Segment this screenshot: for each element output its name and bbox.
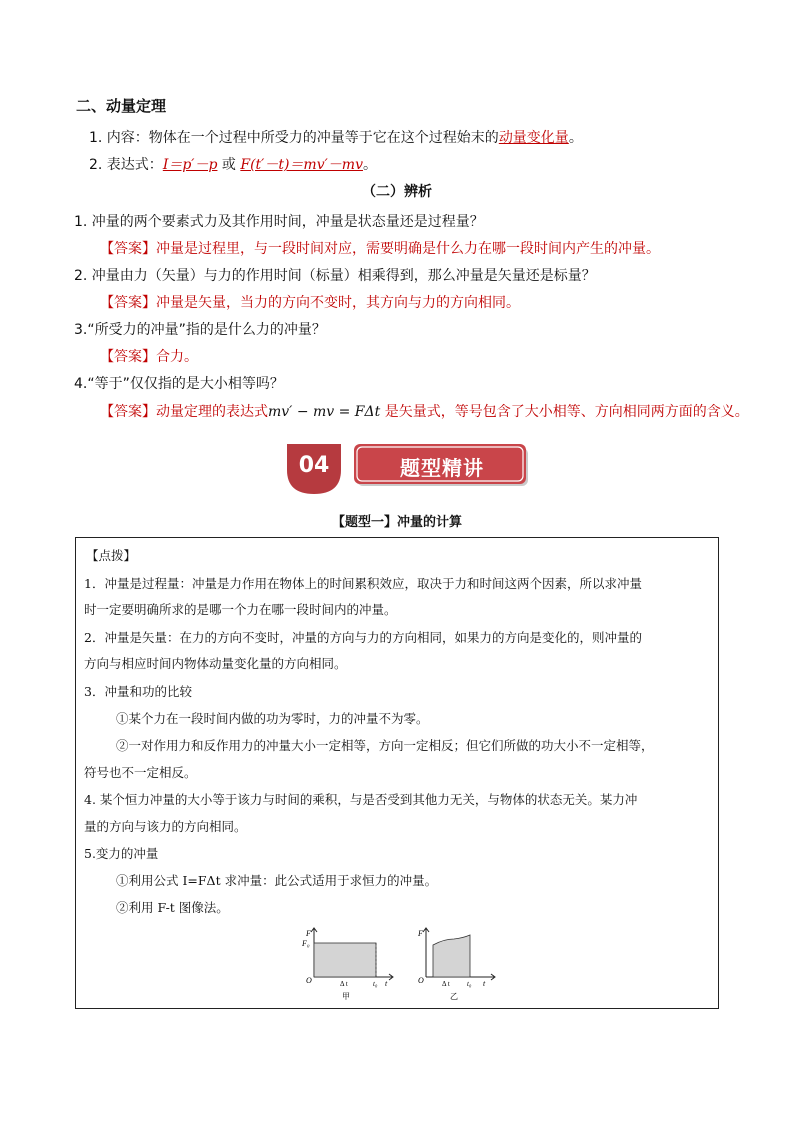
- section-title: 二、动量定理: [76, 97, 167, 115]
- tips-line: 量的方向与该力的方向相同。: [84, 819, 247, 834]
- tips-line: 3．冲量和功的比较: [84, 684, 192, 699]
- t0-label: t₀: [467, 980, 472, 988]
- tips-line: 1．冲量是过程量：冲量是力作用在物体上的时间累积效应，取决于力和时间这两个因素，所以求冲量: [84, 576, 642, 591]
- theorem-content-end: 。: [568, 130, 583, 146]
- figure-yi: [410, 925, 500, 1005]
- question-2: 2. 冲量由力（矢量）与力的作用时间（标量）相乘得到，那么冲量是矢量还是标量？: [74, 268, 596, 284]
- answer-tag: 【答案】: [100, 241, 156, 257]
- t0-label: t₀: [373, 980, 378, 988]
- tips-line: 5.变力的冲量: [84, 846, 159, 861]
- answer-text: 动量定理的表达式: [156, 404, 268, 420]
- axis-label-t: t: [483, 979, 486, 988]
- origin-label: O: [418, 976, 424, 985]
- answer-tag: 【答案】: [100, 295, 156, 311]
- answer-text: 冲量是矢量，当力的方向不变时，其方向与力的方向相同。: [156, 295, 520, 311]
- theorem-content: [89, 127, 583, 147]
- expression-or: 或: [217, 157, 241, 173]
- question-1: 1. 冲量的两个要素式力及其作用时间，冲量是状态量还是过程量？: [74, 214, 484, 230]
- answer-formula: mv′ − mv = FΔt: [268, 404, 381, 420]
- tips-line: 方向与相应时间内物体动量变化量的方向相同。: [84, 656, 347, 671]
- axis-label-t: t: [385, 979, 388, 988]
- axis-label-f: F: [306, 929, 311, 938]
- expression-2: F(t′－t)＝mv′－mv: [240, 157, 363, 173]
- tips-header: 【点拨】: [86, 548, 137, 563]
- tips-line: 2．冲量是矢量：在力的方向不变时，冲量的方向与力的方向相同，如果力的方向是变化的，则冲量的: [84, 630, 642, 645]
- tips-line: ②一对作用力和反作用力的冲量大小一定相等，方向一定相反；但它们所做的功大小不一定相等，: [116, 738, 654, 753]
- origin-label: O: [306, 976, 312, 985]
- impulse-area: [314, 943, 376, 977]
- tips-line: 时一定要明确所求的是哪一个力在哪一段时间内的冲量。: [84, 602, 397, 617]
- type-title: 【题型一】冲量的计算: [331, 515, 462, 530]
- expression-label: 2. 表达式：: [89, 157, 163, 173]
- figure-jia: [296, 925, 396, 1005]
- axis-label-f0: F₀: [302, 939, 310, 948]
- delta-t-label: Δ t: [340, 980, 348, 988]
- tips-line: ②利用 F-t 图像法。: [116, 900, 229, 915]
- impulse-area: [433, 935, 470, 977]
- axis-label-f: F: [418, 929, 423, 938]
- answer-text-cont: 是矢量式，等号包含了大小相等、方向相同两方面的含义。: [380, 404, 749, 420]
- tips-line: ①利用公式 I=FΔt 求冲量：此公式适用于求恒力的冲量。: [116, 873, 438, 888]
- expression-end: 。: [362, 157, 377, 173]
- tips-line: ①某个力在一段时间内做的功为零时，力的冲量不为零。: [116, 711, 429, 726]
- banner-label: 题型精讲: [400, 456, 484, 480]
- answer-tag: 【答案】: [100, 349, 156, 365]
- answer-tag: 【答案】: [100, 404, 156, 420]
- question-3: 3.“所受力的冲量”指的是什么力的冲量？: [74, 322, 326, 338]
- figure-caption-yi: 乙: [450, 992, 458, 1001]
- answer-3: [100, 346, 198, 366]
- answer-text: 合力。: [156, 349, 198, 365]
- tips-line: 符号也不一定相反。: [84, 765, 197, 780]
- tips-line: 4. 某个恒力冲量的大小等于该力与时间的乘积，与是否受到其他力无关，与物体的状态无关。某力冲: [84, 792, 638, 807]
- question-4: 4.“等于”仅仅指的是大小相等吗？: [74, 376, 284, 392]
- expression-1: I＝p′－p: [162, 157, 218, 173]
- answer-4: [100, 401, 749, 421]
- theorem-content-text: 1. 内容：物体在一个过程中所受力的冲量等于它在这个过程始末的: [89, 130, 499, 146]
- analysis-title: （二）辨析: [362, 184, 432, 200]
- answer-text: 冲量是过程里，与一段时间对应，需要明确是什么力在哪一段时间内产生的冲量。: [156, 241, 660, 257]
- answer-2: [100, 292, 520, 312]
- theorem-content-keyword: 动量变化量: [498, 130, 569, 146]
- badge-number: 04: [298, 453, 330, 478]
- theorem-expression: [89, 154, 377, 174]
- figure-caption-jia: 甲: [342, 992, 350, 1001]
- delta-t-label: Δ t: [442, 980, 450, 988]
- answer-1: [100, 238, 660, 258]
